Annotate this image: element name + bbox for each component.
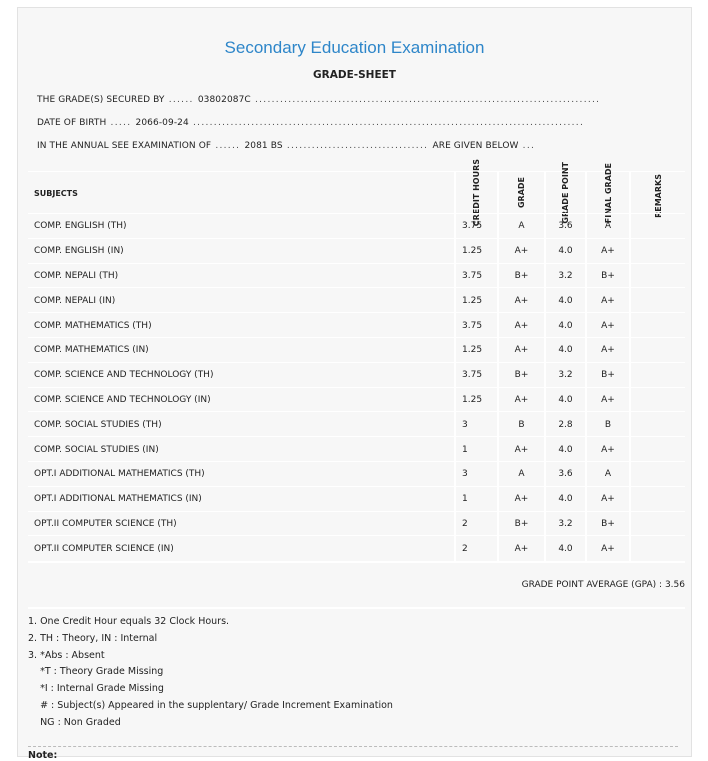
remarks-cell — [629, 363, 685, 388]
table-row — [28, 535, 685, 561]
final-grade-cell: A — [585, 462, 629, 487]
table-row — [28, 213, 685, 239]
exam-label: IN THE ANNUAL SEE EXAMINATION OF — [37, 141, 212, 151]
grade-point-cell: 4.0 — [544, 239, 585, 264]
credit-hours-cell: 2 — [454, 512, 497, 537]
final-grade-cell: B+ — [585, 264, 629, 289]
grade-point-cell: 3.2 — [544, 512, 585, 537]
grade-cell: B — [497, 412, 544, 437]
grade-point-cell: 2.8 — [544, 412, 585, 437]
grade-point-cell: 3.2 — [544, 264, 585, 289]
credit-hours-cell: 2 — [454, 536, 497, 561]
note-item: 2. TH : Theory, IN : Internal — [28, 632, 158, 644]
grade-point-cell: 4.0 — [544, 313, 585, 338]
remarks-cell — [629, 437, 685, 462]
note-item: 3. *Abs : Absent — [28, 649, 105, 661]
table-row — [28, 461, 685, 487]
subject-cell: COMP. SOCIAL STUDIES (TH) — [34, 419, 162, 430]
credit-hours-cell: 1 — [454, 487, 497, 512]
final-grade-cell: A — [585, 214, 629, 239]
note-item: # : Subject(s) Appeared in the supplentary/ Grade Increment Examination — [28, 699, 393, 711]
subject-cell: COMP. SCIENCE AND TECHNOLOGY (IN) — [34, 394, 211, 405]
subject-cell: OPT.I ADDITIONAL MATHEMATICS (TH) — [34, 469, 205, 480]
given-below-label: ARE GIVEN BELOW — [432, 141, 519, 151]
grade-point-cell: 4.0 — [544, 338, 585, 363]
date-of-birth: 2066-09-24 — [135, 118, 189, 128]
final-grade-cell: A+ — [585, 288, 629, 313]
remarks-cell — [629, 239, 685, 264]
gpa-value: 3.56 — [664, 580, 685, 590]
header-remarks: REMARKS — [653, 174, 663, 218]
credit-hours-cell: 1.25 — [454, 239, 497, 264]
credit-hours-cell: 3 — [454, 462, 497, 487]
remarks-cell — [629, 487, 685, 512]
note-item: *I : Internal Grade Missing — [28, 683, 164, 695]
grade-cell: B+ — [497, 363, 544, 388]
grade-point-cell: 4.0 — [544, 437, 585, 462]
remarks-cell — [629, 264, 685, 289]
notes-list — [28, 614, 393, 732]
grade-cell: A+ — [497, 388, 544, 413]
grade-cell: A+ — [497, 313, 544, 338]
grade-cell: A — [497, 214, 544, 239]
header-grade: GRADE — [517, 177, 526, 209]
subject-cell: COMP. SOCIAL STUDIES (IN) — [34, 444, 159, 455]
grade-point-cell: 4.0 — [544, 388, 585, 413]
secured-by-label: THE GRADE(S) SECURED BY — [37, 95, 165, 105]
grade-cell: A+ — [497, 536, 544, 561]
remarks-cell — [629, 288, 685, 313]
grade-point-cell: 3.2 — [544, 363, 585, 388]
symbol-number: 03802087C — [197, 95, 251, 105]
page-subtitle: GRADE-SHEET — [313, 69, 396, 81]
credit-hours-cell: 3.75 — [454, 363, 497, 388]
remarks-cell — [629, 338, 685, 363]
table-row — [28, 337, 685, 363]
grade-point-cell: 3.6 — [544, 214, 585, 239]
note-item: *T : Theory Grade Missing — [28, 666, 164, 678]
grade-cell: A — [497, 462, 544, 487]
subject-cell: COMP. ENGLISH (TH) — [34, 221, 127, 232]
grade-point-cell: 4.0 — [544, 288, 585, 313]
credit-hours-cell: 3.75 — [454, 313, 497, 338]
gpa-row — [28, 561, 685, 609]
final-grade-cell: A+ — [585, 536, 629, 561]
header-grade-point: GRADE POINT — [561, 162, 570, 224]
table-row — [28, 411, 685, 437]
table-row — [28, 387, 685, 413]
credit-hours-cell: 1 — [454, 437, 497, 462]
gpa-summary — [522, 580, 685, 590]
exam-line: IN THE ANNUAL SEE EXAMINATION OF ...... 2081 BS .................................. ARE GIVEN BELOW ... — [37, 141, 536, 151]
secured-by-line: THE GRADE(S) SECURED BY ...... 03802087C ................................................................................... — [37, 95, 601, 105]
final-grade-cell: B+ — [585, 512, 629, 537]
page-title: Secondary Education Examination — [224, 38, 485, 57]
grade-cell: A+ — [497, 437, 544, 462]
table-row — [28, 238, 685, 264]
final-grade-cell: A+ — [585, 437, 629, 462]
subject-cell: COMP. NEPALI (IN) — [34, 295, 116, 306]
divider — [28, 746, 678, 747]
table-row — [28, 511, 685, 537]
credit-hours-cell: 1.25 — [454, 338, 497, 363]
table-row — [28, 436, 685, 462]
credit-hours-cell: 3 — [454, 412, 497, 437]
table-row — [28, 287, 685, 313]
grade-cell: B+ — [497, 264, 544, 289]
subject-cell: COMP. SCIENCE AND TECHNOLOGY (TH) — [34, 370, 214, 381]
remarks-cell — [629, 512, 685, 537]
subject-cell: COMP. NEPALI (TH) — [34, 270, 119, 281]
final-grade-cell: A+ — [585, 338, 629, 363]
exam-year: 2081 BS — [244, 141, 283, 151]
grade-cell: A+ — [497, 239, 544, 264]
subject-cell: OPT.II COMPUTER SCIENCE (IN) — [34, 543, 174, 554]
subject-cell: COMP. MATHEMATICS (TH) — [34, 320, 152, 331]
final-grade-cell: A+ — [585, 388, 629, 413]
final-grade-cell: A+ — [585, 487, 629, 512]
subject-cell: COMP. ENGLISH (IN) — [34, 246, 124, 257]
subject-cell: COMP. MATHEMATICS (IN) — [34, 345, 149, 356]
header-final-grade: FINAL GRADE — [603, 162, 613, 224]
credit-hours-cell: 3.75 — [454, 214, 497, 239]
table-row — [28, 312, 685, 338]
remarks-cell — [629, 412, 685, 437]
table-row — [28, 362, 685, 388]
subject-cell: OPT.II COMPUTER SCIENCE (TH) — [34, 518, 177, 529]
grade-point-cell: 3.6 — [544, 462, 585, 487]
table-row — [28, 263, 685, 289]
remarks-cell — [629, 462, 685, 487]
note-label: Note: — [28, 750, 58, 761]
final-grade-cell: B+ — [585, 363, 629, 388]
grade-cell: A+ — [497, 487, 544, 512]
dob-label: DATE OF BIRTH — [37, 118, 107, 128]
remarks-cell — [629, 214, 685, 239]
grade-cell: A+ — [497, 288, 544, 313]
gpa-label: GRADE POINT AVERAGE (GPA) : — [521, 580, 663, 590]
table-row — [28, 486, 685, 512]
header-credit-hours: CREDIT HOURS — [472, 159, 481, 227]
note-item: 1. One Credit Hour equals 32 Clock Hours. — [28, 616, 230, 627]
grade-cell: B+ — [497, 512, 544, 537]
remarks-cell — [629, 536, 685, 561]
grade-sheet — [17, 7, 692, 761]
subject-cell: OPT.I ADDITIONAL MATHEMATICS (IN) — [34, 494, 202, 505]
credit-hours-cell: 1.25 — [454, 388, 497, 413]
final-grade-cell: A+ — [585, 239, 629, 264]
dob-line: DATE OF BIRTH ..... 2066-09-24 .............................................................................................. — [37, 118, 585, 128]
remarks-cell — [629, 388, 685, 413]
grade-point-cell: 4.0 — [544, 536, 585, 561]
final-grade-cell: B — [585, 412, 629, 437]
grade-cell: A+ — [497, 338, 544, 363]
credit-hours-cell: 3.75 — [454, 264, 497, 289]
grade-point-cell: 4.0 — [544, 487, 585, 512]
header-subjects: SUBJECTS — [34, 188, 78, 198]
note-item: NG : Non Graded — [28, 716, 121, 728]
remarks-cell — [629, 313, 685, 338]
final-grade-cell: A+ — [585, 313, 629, 338]
credit-hours-cell: 1.25 — [454, 288, 497, 313]
